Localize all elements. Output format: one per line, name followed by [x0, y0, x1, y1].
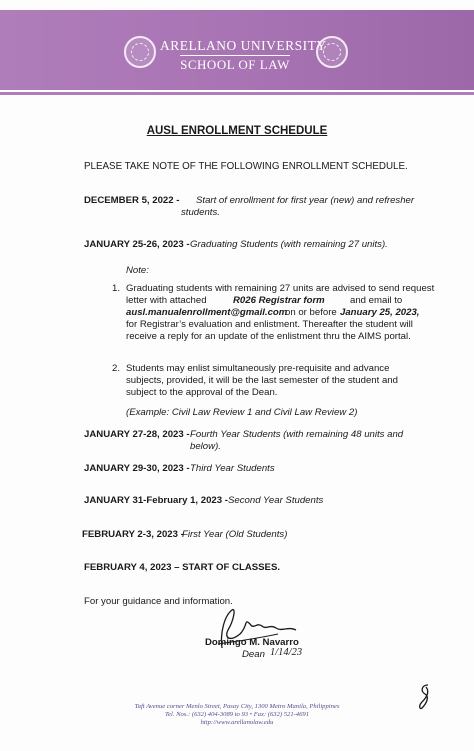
- handwritten-mark-icon: [414, 682, 434, 712]
- school-name: SCHOOL OF LAW: [180, 57, 290, 72]
- note1-line1: Graduating students with remaining 27 units are advised to send request: [126, 283, 435, 294]
- university-name: ARELLANO UNIVERSITY: [160, 38, 327, 53]
- header-divider: [180, 55, 290, 56]
- note2-number: 2.: [112, 363, 121, 374]
- note1-line3: on or before: [285, 307, 337, 318]
- note1-line2-start: letter with attached: [126, 295, 207, 306]
- footer-website[interactable]: http://www.arellanolaw.edu: [200, 719, 274, 726]
- note2-line1: Students may enlist simultaneously pre-requisite and advance: [126, 363, 390, 374]
- schedule-date-feb2: FEBRUARY 2-3, 2023 -: [82, 529, 184, 540]
- schedule-desc-dec5: Start of enrollment for first year (new) and refresher: [196, 195, 415, 206]
- signature-date: 1/14/23: [270, 647, 303, 658]
- note2-line3: subject to the approval of the Dean.: [126, 387, 278, 398]
- closing-text: For your guidance and information.: [84, 596, 233, 607]
- note2-line2: subjects, provided, it will be the last semester of the student and: [126, 375, 398, 386]
- note-label: Note:: [126, 265, 149, 276]
- schedule-date-jan25: JANUARY 25-26, 2023 -: [84, 239, 190, 250]
- header-underline: [0, 92, 474, 95]
- start-of-classes: FEBRUARY 4, 2023 – START OF CLASSES.: [84, 562, 281, 573]
- schedule-desc-feb2: First Year (Old Students): [182, 529, 288, 540]
- note1-line4: for Registrar’s evaluation and enlistment. Thereafter the student will: [126, 319, 413, 330]
- enrollment-email: ausl.manualenrollment@gmail.com: [126, 307, 288, 318]
- intro-text: PLEASE TAKE NOTE OF THE FOLLOWING ENROLLMENT SCHEDULE.: [84, 161, 408, 172]
- note1-line5: receive a reply for an update of the enlistment thru the AIMS portal.: [126, 331, 411, 342]
- signatory-name: Domingo M. Navarro: [205, 637, 299, 648]
- university-seal-icon: [124, 36, 156, 68]
- enrollment-deadline: January 25, 2023,: [340, 307, 420, 318]
- schedule-desc-jan29: Third Year Students: [190, 463, 275, 474]
- schedule-date-jan31: JANUARY 31-February 1, 2023 -: [84, 495, 228, 506]
- schedule-desc-dec5-cont: students.: [181, 207, 220, 218]
- schedule-date-jan27: JANUARY 27-28, 2023 -: [84, 429, 190, 440]
- registrar-form-ref: R026 Registrar form: [233, 295, 325, 306]
- footer-phones: Tel. Nos.: (632) 404-3089 to 93 • Fax: (632) 521-4691: [165, 711, 309, 718]
- schedule-date-dec5: DECEMBER 5, 2022 -: [84, 195, 180, 206]
- page-title: AUSL ENROLLMENT SCHEDULE: [146, 125, 328, 137]
- schedule-date-jan29: JANUARY 29-30, 2023 -: [84, 463, 190, 474]
- note1-number: 1.: [112, 283, 121, 294]
- schedule-desc-jan27: Fourth Year Students (with remaining 48 units and: [190, 429, 404, 440]
- footer-address: Taft Avenue corner Menlo Street, Pasay City, 1300 Metro Manila, Philippines: [134, 703, 340, 710]
- schedule-desc-jan31: Second Year Students: [228, 495, 324, 506]
- example-text: (Example: Civil Law Review 1 and Civil Law Review 2): [126, 407, 358, 418]
- schedule-desc-jan27-cont: below).: [190, 441, 221, 452]
- signatory-title: Dean: [242, 649, 265, 660]
- note1-line2-end: and email to: [350, 295, 403, 306]
- schedule-desc-jan25: Graduating Students (with remaining 27 units).: [190, 239, 388, 250]
